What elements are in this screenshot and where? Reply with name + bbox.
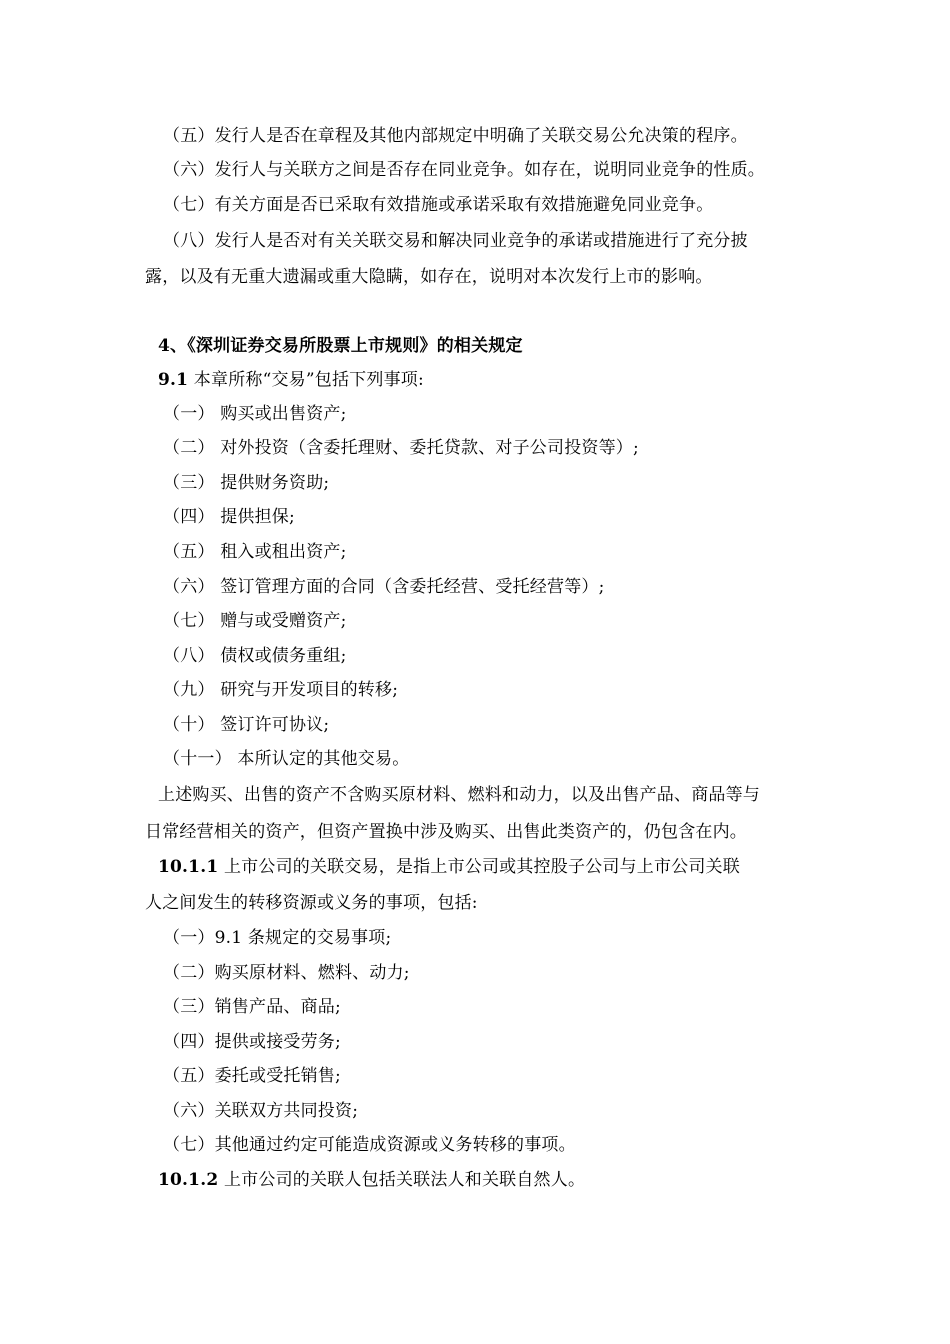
list-item: （六）关联双方共同投资; [163,1101,359,1121]
section3-item-7: （七）有关方面是否已采取有效措施或承诺采取有效措施避免同业竞争。 [163,195,714,215]
section3-item-8-cont: 露，以及有无重大遗漏或重大隐瞒，如存在，说明对本次发行上市的影响。 [145,267,713,287]
list-item: （一） 购买或出售资产; [163,404,347,424]
list-item: （十） 签订许可协议; [163,715,330,735]
list-item: （三）销售产品、商品; [163,997,341,1017]
list-item: （五）委托或受托销售; [163,1066,341,1086]
list-item: （四）提供或接受劳务; [163,1032,341,1052]
list-item: （五） 租入或租出资产; [163,542,347,562]
list-item: （八） 债权或债务重组; [163,646,347,666]
list-item: （十一） 本所认定的其他交易。 [163,749,410,769]
list-item: （四） 提供担保; [163,507,295,527]
list-item: （二）购买原材料、燃料、动力; [163,963,410,983]
article-text: 上市公司的关联人包括关联法人和关联自然人。 [218,1170,586,1190]
note-paragraph-line: 上述购买、出售的资产不含购买原材料、燃料和动力，以及出售产品、商品等与 [158,785,760,805]
article-10-1-2 [158,1168,585,1192]
list-item: （六） 签订管理方面的合同（含委托经营、受托经营等）; [163,577,605,597]
article-number: 10.1.1 [158,857,219,877]
list-item: （一）9.1 条规定的交易事项; [163,928,392,948]
section4-heading: 4、《深圳证券交易所股票上市规则》的相关规定 [158,336,523,356]
note-paragraph-line: 日常经营相关的资产，但资产置换中涉及购买、出售此类资产的，仍包含在内。 [145,822,747,842]
list-item: （七） 赠与或受赠资产; [163,611,347,631]
article-9-1 [158,368,424,392]
section3-item-5: （五）发行人是否在章程及其他内部规定中明确了关联交易公允决策的程序。 [163,126,748,146]
article-text: 上市公司的关联交易，是指上市公司或其控股子公司与上市公司关联 [218,857,740,877]
section3-item-6: （六）发行人与关联方之间是否存在同业竞争。如存在，说明同业竞争的性质。 [163,160,765,180]
article-number: 9.1 [158,370,189,390]
article-10-1-1 [158,855,740,879]
section3-item-8: （八）发行人是否对有关关联交易和解决同业竞争的承诺或措施进行了充分披 [163,231,748,251]
list-item: （二） 对外投资（含委托理财、委托贷款、对子公司投资等）; [163,438,639,458]
article-10-1-1-cont: 人之间发生的转移资源或义务的事项，包括: [145,893,478,913]
article-number: 10.1.2 [158,1170,219,1190]
article-text: 本章所称“交易”包括下列事项: [188,370,424,390]
list-item: （九） 研究与开发项目的转移; [163,680,399,700]
list-item: （三） 提供财务资助; [163,473,330,493]
list-item: （七）其他通过约定可能造成资源或义务转移的事项。 [163,1135,576,1155]
